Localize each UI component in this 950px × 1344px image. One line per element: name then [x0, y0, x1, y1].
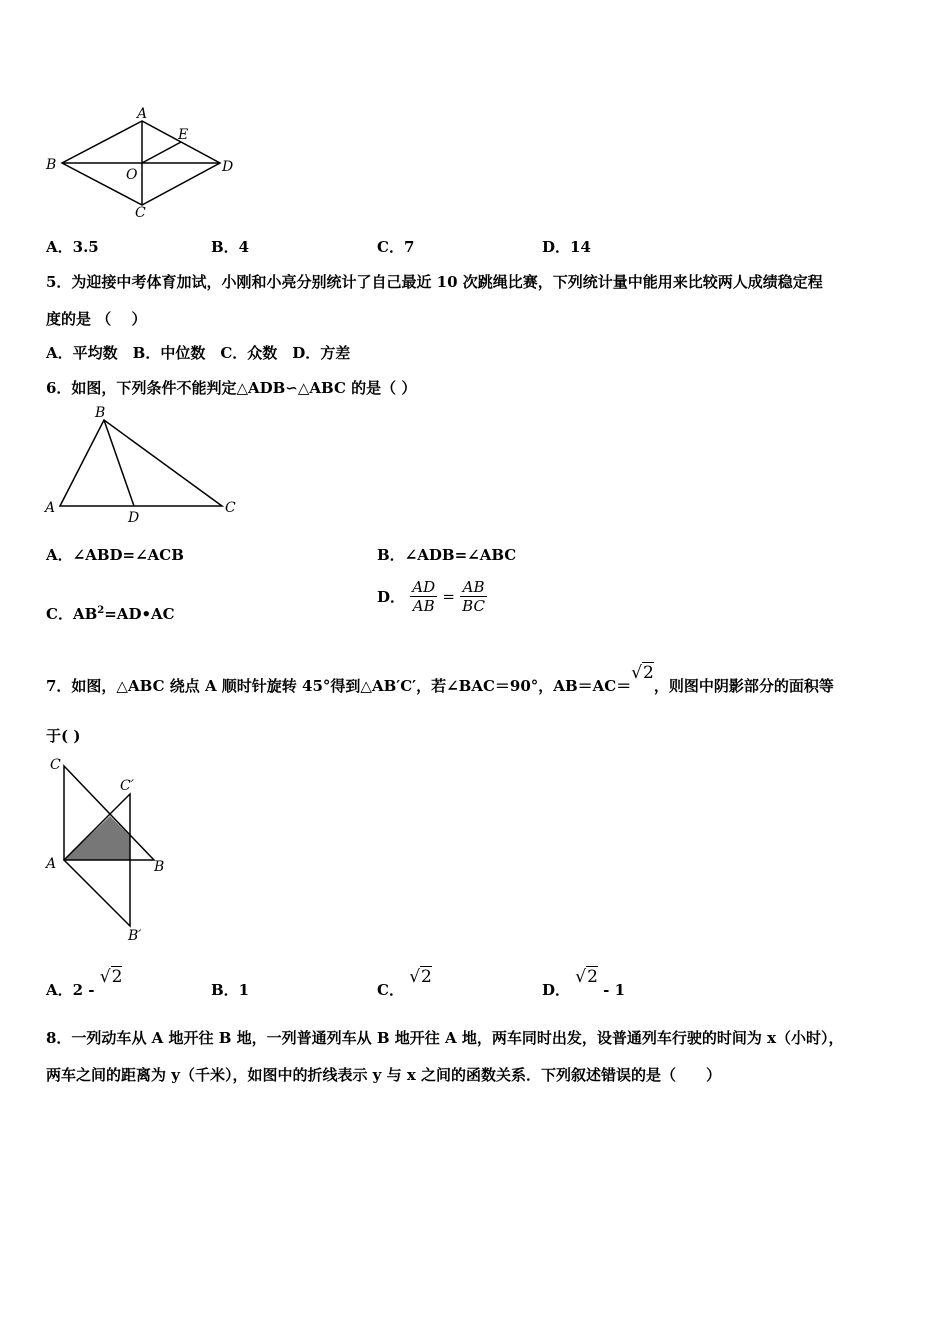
frac1-numerator: AD — [412, 578, 436, 596]
q7-option-a-sqrt — [100, 966, 123, 987]
q7-option-c-prefix: C． — [377, 981, 404, 999]
triangle-abc-figure — [40, 400, 250, 526]
q5-options: A．平均数 B．中位数 C．众数 D．方差 — [46, 344, 351, 362]
q6-option-d-fraction-1 — [410, 578, 437, 615]
q5-stem-line1: 5．为迎接中考体育加试，小刚和小亮分别统计了自己最近 10 次跳绳比赛，下列统计量中能用来比较两人成绩稳定程 — [46, 273, 823, 291]
q4-option-b: B．4 — [211, 238, 250, 256]
label-c: C — [50, 757, 61, 773]
q4-option-c: C．7 — [377, 238, 415, 256]
q6-option-d — [377, 578, 487, 615]
sqrt-radicand: 2 — [111, 967, 123, 987]
q7-option-d-prefix: D． — [542, 981, 571, 999]
q6-option-c-suffix: =AD•AC — [104, 605, 175, 623]
label-a: A — [45, 500, 56, 516]
rhombus-figure — [40, 103, 240, 223]
frac1-denominator: AB — [412, 597, 435, 615]
q6-option-c-sup: 2 — [97, 605, 105, 616]
q6-option-d-fraction-2 — [460, 578, 487, 615]
label-c-prime: C′ — [120, 778, 134, 794]
q7-option-a — [46, 966, 123, 999]
q7-stem-line1 — [46, 662, 834, 695]
q7-option-c-sqrt — [409, 966, 432, 987]
q7-sqrt-2 — [631, 662, 654, 683]
label-c: C — [135, 205, 146, 221]
label-b: B — [154, 859, 165, 875]
sqrt-radicand: 2 — [643, 663, 654, 683]
q6-option-c — [46, 603, 175, 624]
q7-option-a-prefix: A．2 - — [46, 981, 95, 999]
segment-oe — [142, 142, 181, 163]
rotation-figure — [40, 752, 200, 942]
q4-option-d: D．14 — [542, 238, 591, 256]
q5-stem-line2: 度的是 （ ） — [46, 310, 147, 328]
segment-bd — [104, 420, 134, 506]
label-o: O — [126, 167, 138, 183]
q7-stem-part2: ，则图中阴影部分的面积等 — [653, 677, 834, 695]
q7-stem-line2: 于( ) — [46, 727, 81, 745]
label-a: A — [46, 856, 57, 872]
q4-option-a: A．3.5 — [46, 238, 99, 256]
q6-option-a: A．∠ABD=∠ACB — [46, 546, 184, 564]
shaded-region — [64, 816, 130, 860]
label-b: B — [95, 405, 106, 421]
label-b: B — [46, 157, 57, 173]
q6-option-c-prefix: C．AB — [46, 605, 98, 623]
sqrt-sign: √ — [409, 967, 421, 987]
q6-option-d-equals: = — [442, 587, 455, 606]
sqrt-sign: √ — [575, 967, 587, 987]
q7-option-c — [377, 966, 432, 999]
label-b-prime: B′ — [128, 928, 142, 944]
q7-option-d-suffix: - 1 — [603, 981, 626, 999]
frac2-denominator: BC — [462, 597, 485, 615]
label-d: D — [128, 510, 140, 526]
q6-option-b: B．∠ADB=∠ABC — [377, 546, 517, 564]
sqrt-sign: √ — [99, 967, 111, 987]
q6-stem: 6．如图，下列条件不能判定△ADB∽△ABC 的是（ ） — [46, 379, 417, 397]
label-c: C — [225, 500, 236, 516]
q6-option-d-prefix: D． — [377, 588, 406, 606]
q7-option-d — [542, 966, 626, 999]
q8-stem-line2: 两车之间的距离为 y（千米），如图中的折线表示 y 与 x 之间的函数关系．下列叙述错误的是（ ） — [46, 1066, 721, 1084]
frac2-numerator: AB — [460, 578, 487, 597]
label-e: E — [178, 127, 189, 143]
q7-stem-part1: 7．如图，△ABC 绕点 A 顺时针旋转 45°得到△AB′C′，若∠BAC＝90°，AB＝AC＝ — [46, 677, 632, 695]
q7-option-d-sqrt — [575, 966, 598, 987]
label-d: D — [222, 159, 234, 175]
triangle-abc-outline — [60, 420, 222, 506]
q7-option-b: B．1 — [211, 981, 250, 999]
sqrt-radicand: 2 — [421, 967, 432, 987]
q8-stem-line1: 8．一列动车从 A 地开往 B 地，一列普通列车从 B 地开往 A 地，两车同时出发，设普通列车行驶的时间为 x（小时）， — [46, 1029, 844, 1047]
sqrt-sign: √ — [631, 663, 643, 683]
sqrt-radicand: 2 — [587, 967, 598, 987]
label-a: A — [137, 106, 148, 122]
